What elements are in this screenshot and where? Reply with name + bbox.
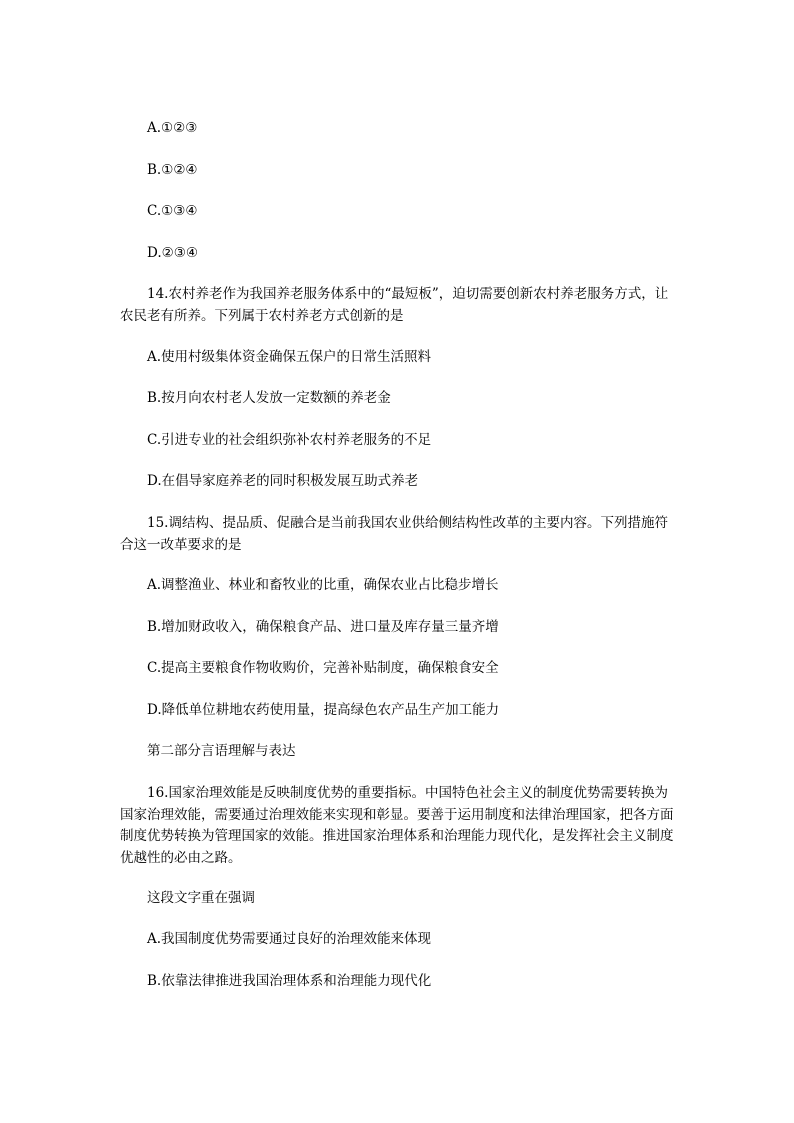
q14-option-d: D.在倡导家庭养老的同时积极发展互助式养老 bbox=[147, 473, 419, 489]
q16-option-a: A.我国制度优势需要通过良好的治理效能来体现 bbox=[147, 931, 432, 947]
q15-option-c: C.提高主要粮食作物收购价，完善补贴制度，确保粮食安全 bbox=[147, 660, 499, 676]
q15-option-a: A.调整渔业、林业和畜牧业的比重，确保农业占比稳步增长 bbox=[147, 577, 499, 593]
q15-stem: 15.调结构、提品质、促融合是当前我国农业供给侧结构性改革的主要内容。下列措施符合这一改革要求的是 bbox=[120, 515, 668, 553]
q13-option-a: A.①②③ bbox=[147, 120, 198, 136]
q13-option-b: B.①②④ bbox=[147, 162, 198, 178]
q16-option-b: B.依靠法律推进我国治理体系和治理能力现代化 bbox=[147, 973, 432, 989]
q14-option-b: B.按月向农村老人发放一定数额的养老金 bbox=[147, 390, 391, 406]
q13-option-c: C.①③④ bbox=[147, 203, 198, 219]
q14-stem: 14.农村养老作为我国养老服务体系中的“最短板”，迫切需要创新农村养老服务方式，让农民老有所养。下列属于农村养老方式创新的是 bbox=[120, 286, 669, 324]
q15-option-d: D.降低单位耕地农药使用量，提高绿色农产品生产加工能力 bbox=[147, 702, 500, 718]
q16-prompt: 这段文字重在强调 bbox=[147, 890, 255, 906]
q15-option-b: B.增加财政收入，确保粮食产品、进口量及库存量三量齐增 bbox=[147, 619, 499, 635]
q14-option-a: A.使用村级集体资金确保五保户的日常生活照料 bbox=[147, 349, 432, 365]
q13-option-d: D.②③④ bbox=[147, 245, 198, 261]
q16-passage: 16.国家治理效能是反映制度优势的重要指标。中国特色社会主义的制度优势需要转换为国家治理效能，需要通过治理效能来实现和彰显。要善于运用制度和法律治理国家，把各方面制度优势转换为管理国家的效能。推进国家治理体系和治理能力现代化，是发挥社会主义制度优越性的必由之路。 bbox=[120, 785, 674, 866]
q14-option-c: C.引进专业的社会组织弥补农村养老服务的不足 bbox=[147, 432, 432, 448]
section-heading: 第二部分言语理解与表达 bbox=[147, 743, 296, 759]
